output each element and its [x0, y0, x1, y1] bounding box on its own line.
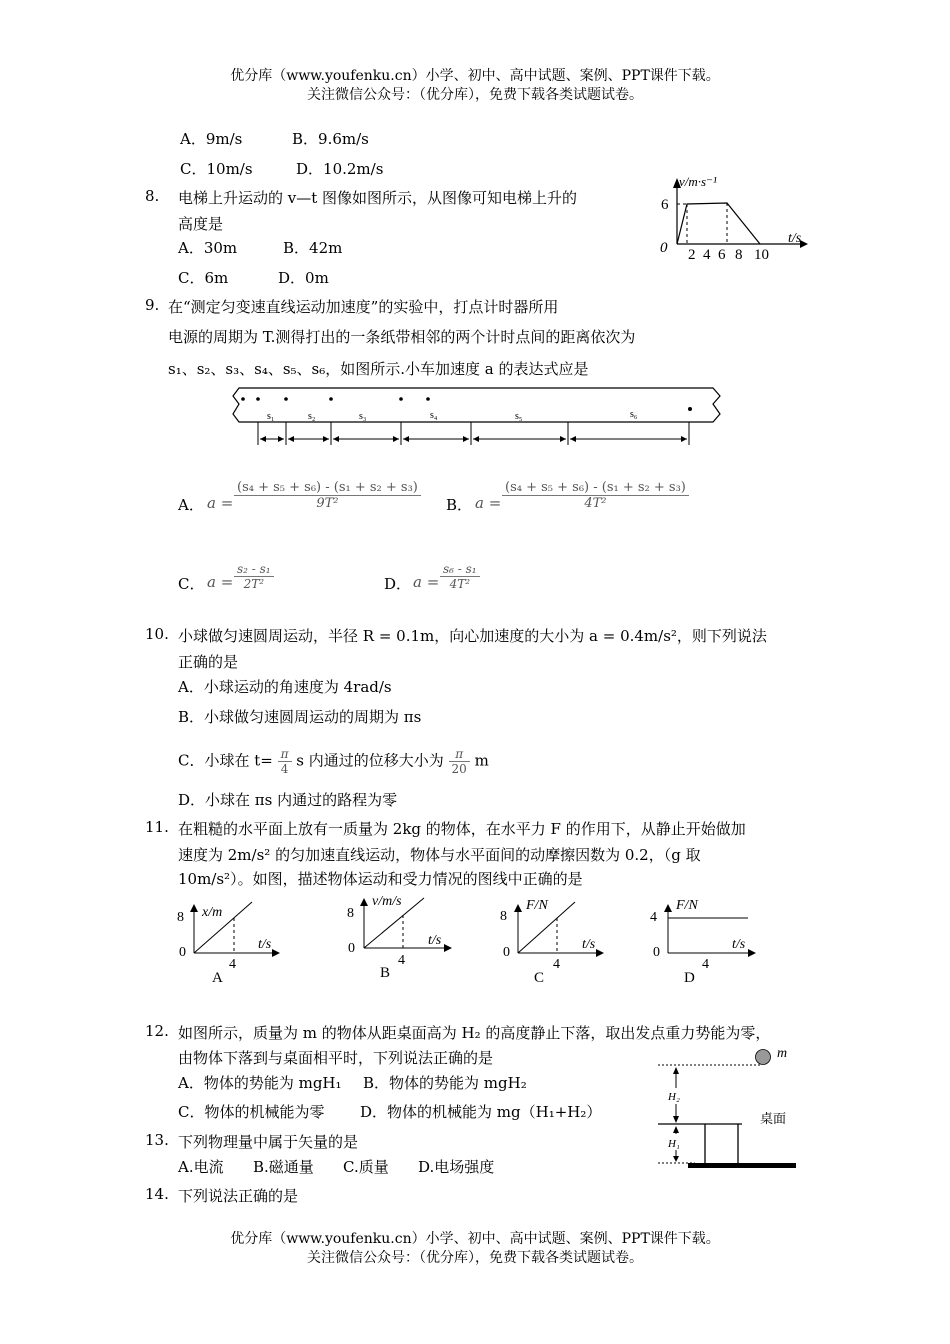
- q11-b-caption: B: [380, 965, 391, 981]
- tape-label-s5: s₅: [515, 411, 523, 422]
- q12-option-a: A．物体的势能为 mgH₁: [178, 1074, 342, 1092]
- q8-stem-line2: 高度是: [178, 215, 224, 233]
- q11-stem-line1: 在粗糙的水平面上放有一质量为 2kg 的物体，在水平力 F 的作用下，从静止开始做加: [178, 820, 746, 838]
- q9-option-c-fraction: [234, 562, 274, 591]
- q14-number: 14.: [145, 1185, 169, 1203]
- falling-ball-icon: [756, 1050, 771, 1065]
- q9-option-c-label: C．: [178, 575, 205, 593]
- q13-number: 13.: [145, 1131, 169, 1149]
- tape-label-s1: s₁: [267, 411, 275, 422]
- q11-graph-a: [172, 896, 287, 988]
- q7-option-d: D．10.2m/s: [296, 160, 384, 178]
- q11-b-ytick: 8: [347, 906, 354, 921]
- q10-option-b: B．小球做匀速圆周运动的周期为 πs: [178, 708, 422, 726]
- q10-option-c-mid: s 内通过的位移大小为: [296, 751, 444, 770]
- q9-option-b-numerator: (s₄ + s₅ + s₆) - (s₁ + s₂ + s₃): [502, 480, 689, 496]
- q9-option-d-lhs: a =: [413, 573, 440, 591]
- q10-option-a: A．小球运动的角速度为 4rad/s: [178, 678, 392, 696]
- q11-b-ylabel: v/m/s: [372, 894, 402, 909]
- q11-graph-c: [496, 896, 611, 988]
- q11-a-origin: 0: [179, 945, 186, 960]
- q11-stem-line3: 10m/s²）。如图，描述物体运动和受力情况的图线中正确的是: [178, 870, 583, 888]
- q11-d-xlabel: t/s: [732, 937, 746, 952]
- q13-option-b: B.磁通量: [253, 1158, 314, 1176]
- q9-option-b-fraction: [502, 480, 689, 511]
- q11-d-ylabel: F/N: [676, 898, 698, 913]
- q9-option-c-denominator: 2T²: [243, 577, 265, 591]
- q9-option-a-denominator: 9T²: [316, 496, 339, 511]
- q11-d-ytick: 4: [650, 910, 657, 925]
- q11-d-origin: 0: [653, 945, 660, 960]
- q10-c-frac2-den: 20: [451, 762, 467, 776]
- q11-a-xlabel: t/s: [258, 937, 272, 952]
- q10-c-frac1-num: π: [278, 747, 292, 762]
- q11-c-origin: 0: [503, 945, 510, 960]
- q13-option-c: C.质量: [343, 1158, 389, 1176]
- q7-option-c: C．10m/s: [180, 160, 253, 178]
- q8-x-tick: 8: [735, 247, 743, 263]
- q11-number: 11.: [145, 818, 169, 836]
- q7-option-b: B．9.6m/s: [292, 130, 369, 148]
- q9-option-a-lhs: a =: [207, 494, 234, 512]
- q8-y-axis-label: v/m·s⁻¹: [679, 174, 717, 189]
- q9-stem-line2: 电源的周期为 T.测得打出的一条纸带相邻的两个计时点间的距离依次为: [168, 328, 636, 346]
- q12-option-c: C．物体的机械能为零: [178, 1103, 325, 1121]
- q11-c-ylabel: F/N: [526, 898, 548, 913]
- q9-option-c-lhs: a =: [207, 573, 234, 591]
- q11-c-xtick: 4: [553, 957, 560, 972]
- q10-c-frac1-den: 4: [280, 762, 289, 776]
- tape-label-s3: s₃: [359, 411, 367, 422]
- q9-paper-tape-figure: [225, 382, 730, 452]
- q11-a-ytick: 8: [177, 910, 184, 925]
- q12-fig-table: 桌面: [760, 1111, 787, 1126]
- tape-label-s6: s₆: [630, 409, 638, 420]
- q9-number: 9.: [145, 296, 160, 314]
- q12-falling-object-figure: [650, 1040, 810, 1180]
- q10-option-c: [178, 747, 489, 776]
- q11-a-caption: A: [212, 970, 223, 986]
- q10-option-c-fraction1: [278, 747, 292, 776]
- q12-option-b: B．物体的势能为 mgH₂: [363, 1074, 527, 1092]
- q11-stem-line2: 速度为 2m/s² 的匀加速直线运动，物体与水平面间的动摩擦因数为 0.2，（g 取: [178, 846, 701, 864]
- q12-fig-h1: H₁: [668, 1138, 680, 1150]
- q8-option-a: A．30m: [178, 239, 238, 257]
- q10-number: 10.: [145, 625, 169, 643]
- q8-x-axis-label: t/s: [788, 231, 802, 246]
- q9-option-c-numerator: s₂ - s₁: [234, 562, 274, 577]
- q11-a-ylabel: x/m: [202, 905, 223, 920]
- q10-option-d: D．小球在 πs 内通过的路程为零: [178, 791, 398, 809]
- q12-stem-line1: 如图所示，质量为 m 的物体从距桌面高为 H₂ 的高度静止下落，取出发点重力势能为零，: [178, 1024, 771, 1042]
- q8-option-b: B．42m: [283, 239, 343, 257]
- q9-option-b-label: B．: [446, 496, 473, 514]
- q11-c-caption: C: [534, 970, 545, 986]
- q10-option-c-fraction2: [449, 747, 470, 776]
- q12-number: 12.: [145, 1022, 169, 1040]
- q7-option-a: A．9m/s: [180, 130, 243, 148]
- page-footer-line2: 关注微信公众号：（优分库），免费下载各类试题试卷。: [307, 1250, 643, 1266]
- q13-option-d: D.电场强度: [418, 1158, 495, 1176]
- q10-c-frac2-num: π: [449, 747, 470, 762]
- q8-stem-line1: 电梯上升运动的 v—t 图像如图所示，从图像可知电梯上升的: [178, 189, 578, 207]
- q13-stem: 下列物理量中属于矢量的是: [178, 1133, 359, 1151]
- q10-stem-line1: 小球做匀速圆周运动，半径 R = 0.1m，向心加速度的大小为 a = 0.4m/s²，则下列说法: [178, 627, 767, 645]
- tape-label-s2: s₂: [308, 411, 316, 422]
- q9-option-b-denominator: 4T²: [584, 496, 607, 511]
- q12-option-d: D．物体的机械能为 mg（H₁+H₂）: [360, 1103, 602, 1121]
- q9-option-d-denominator: 4T²: [449, 577, 471, 591]
- q11-graph-b: [342, 890, 460, 984]
- q8-option-c: C．6m: [178, 269, 229, 287]
- q8-option-d: D．0m: [278, 269, 329, 287]
- q11-d-caption: D: [684, 970, 695, 986]
- q9-option-d-label: D．: [384, 575, 412, 593]
- q8-x-tick: 6: [718, 247, 726, 263]
- q9-stem-line3: s₁、s₂、s₃、s₄、s₅、s₆，如图所示.小车加速度 a 的表达式应是: [168, 360, 589, 378]
- page-header-line1: 优分库（www.youfenku.cn）小学、初中、高中试题、案例、PPT课件下载。: [230, 68, 720, 84]
- q8-number: 8.: [145, 187, 160, 205]
- page-footer-line1: 优分库（www.youfenku.cn）小学、初中、高中试题、案例、PPT课件下载。: [230, 1231, 720, 1247]
- q11-d-xtick: 4: [702, 957, 709, 972]
- q8-x-tick: 2: [688, 247, 696, 263]
- q9-option-d-numerator: s₆ - s₁: [440, 562, 480, 577]
- q11-c-ytick: 8: [500, 909, 507, 924]
- q9-option-a-fraction: [234, 480, 421, 511]
- q11-c-xlabel: t/s: [582, 937, 596, 952]
- q8-x-tick: 10: [754, 247, 769, 263]
- q11-a-xtick: 4: [229, 957, 236, 972]
- q11-b-origin: 0: [348, 941, 355, 956]
- q14-stem: 下列说法正确的是: [178, 1187, 299, 1205]
- tape-label-s4: s₄: [430, 410, 438, 421]
- q10-option-c-post: m: [474, 751, 489, 770]
- q8-x-tick: 4: [703, 247, 711, 263]
- q8-vt-graph: [655, 172, 815, 267]
- q9-option-d-fraction: [440, 562, 480, 591]
- q12-fig-mass: m: [777, 1046, 788, 1061]
- q13-option-a: A.电流: [178, 1158, 224, 1176]
- q12-fig-h2: H₂: [668, 1091, 680, 1103]
- page-header-line2: 关注微信公众号：（优分库），免费下载各类试题试卷。: [307, 87, 643, 103]
- q12-stem-line2: 由物体下落到与桌面相平时，下列说法正确的是: [178, 1049, 494, 1067]
- q11-graph-d: [646, 896, 766, 988]
- q10-stem-line2: 正确的是: [178, 653, 239, 671]
- q8-y-tick: 6: [661, 197, 669, 213]
- q9-option-a-label: A．: [178, 496, 204, 514]
- q9-option-b-lhs: a =: [475, 494, 502, 512]
- q11-b-xlabel: t/s: [428, 933, 442, 948]
- q11-b-xtick: 4: [398, 953, 405, 968]
- q9-option-a-numerator: (s₄ + s₅ + s₆) - (s₁ + s₂ + s₃): [234, 480, 421, 496]
- q8-origin: 0: [660, 240, 668, 256]
- q9-stem-line1: 在“测定匀变速直线运动加速度”的实验中，打点计时器所用: [168, 298, 559, 316]
- q10-option-c-pre: C．小球在 t=: [178, 751, 273, 770]
